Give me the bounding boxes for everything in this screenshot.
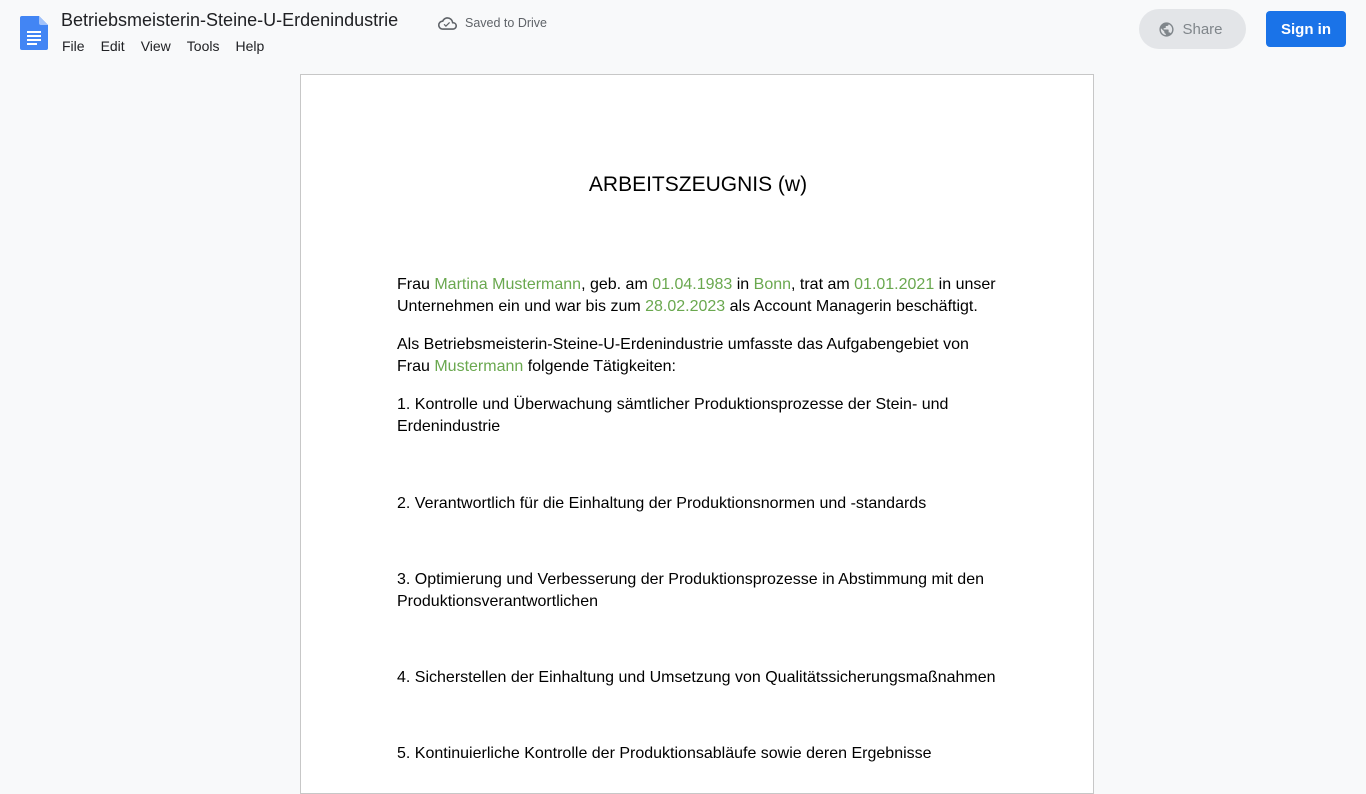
- intro-text-4: , trat am: [791, 276, 855, 293]
- employee-name: Martina Mustermann: [434, 276, 582, 293]
- share-button[interactable]: [1139, 9, 1246, 49]
- intro-text-2: , geb. am: [581, 276, 653, 293]
- menu-bar: [54, 36, 272, 56]
- share-label: Share: [1182, 20, 1223, 38]
- menu-view[interactable]: View: [140, 38, 171, 54]
- employee-surname: Mustermann: [434, 358, 524, 375]
- task-item: 4. Sicherstellen der Einhaltung und Umsetzung von Qualitätssicherungsmaßnahmen: [397, 669, 996, 686]
- task-item: 3. Optimierung und Verbesserung der Produktionsprozesse in Abstimmung mit den Produktionsverantwortlichen: [397, 571, 984, 610]
- menu-edit[interactable]: Edit: [100, 38, 125, 54]
- globe-icon: [1158, 21, 1175, 38]
- intro-text-5: in unser Unternehmen ein und war bis zum: [397, 276, 996, 315]
- scope-paragraph: [397, 334, 999, 378]
- intro-text-1: Frau: [397, 276, 435, 293]
- save-status[interactable]: [438, 14, 547, 32]
- scope-text-2: folgende Tätigkeiten:: [523, 358, 676, 375]
- birth-city: Bonn: [753, 276, 792, 293]
- document-title[interactable]: Betriebsmeisterin-Steine-U-Erdenindustrie: [61, 10, 399, 30]
- task-item: 2. Verantwortlich für die Einhaltung der Produktionsnormen und -standards: [397, 495, 927, 512]
- intro-text-3: in: [732, 276, 754, 293]
- document-heading: ARBEITSZEUGNIS (w): [588, 173, 808, 196]
- document-page[interactable]: [300, 74, 1094, 794]
- task-item: 5. Kontinuierliche Kontrolle der Produktionsabläufe sowie deren Ergebnisse: [397, 745, 932, 762]
- menu-file[interactable]: File: [62, 38, 85, 54]
- intro-text-6: als Account Managerin beschäftigt.: [725, 298, 978, 315]
- sign-in-button[interactable]: Sign in: [1266, 11, 1346, 47]
- scope-text-1: Als Betriebsmeisterin-Steine-U-Erdenindustrie umfasste das Aufgabengebiet von Frau: [397, 336, 969, 375]
- birth-date: 01.04.1983: [652, 276, 733, 293]
- intro-paragraph: [397, 274, 999, 318]
- task-item: 1. Kontrolle und Überwachung sämtlicher Produktionsprozesse der Stein- und Erdenindustrie: [397, 396, 949, 435]
- end-date: 28.02.2023: [645, 298, 726, 315]
- save-status-label: Saved to Drive: [465, 16, 547, 30]
- top-bar: [0, 0, 1366, 64]
- menu-help[interactable]: Help: [235, 38, 265, 54]
- start-date: 01.01.2021: [854, 276, 935, 293]
- cloud-done-icon: [438, 14, 457, 33]
- google-docs-icon[interactable]: [20, 16, 48, 50]
- menu-tools[interactable]: Tools: [186, 38, 220, 54]
